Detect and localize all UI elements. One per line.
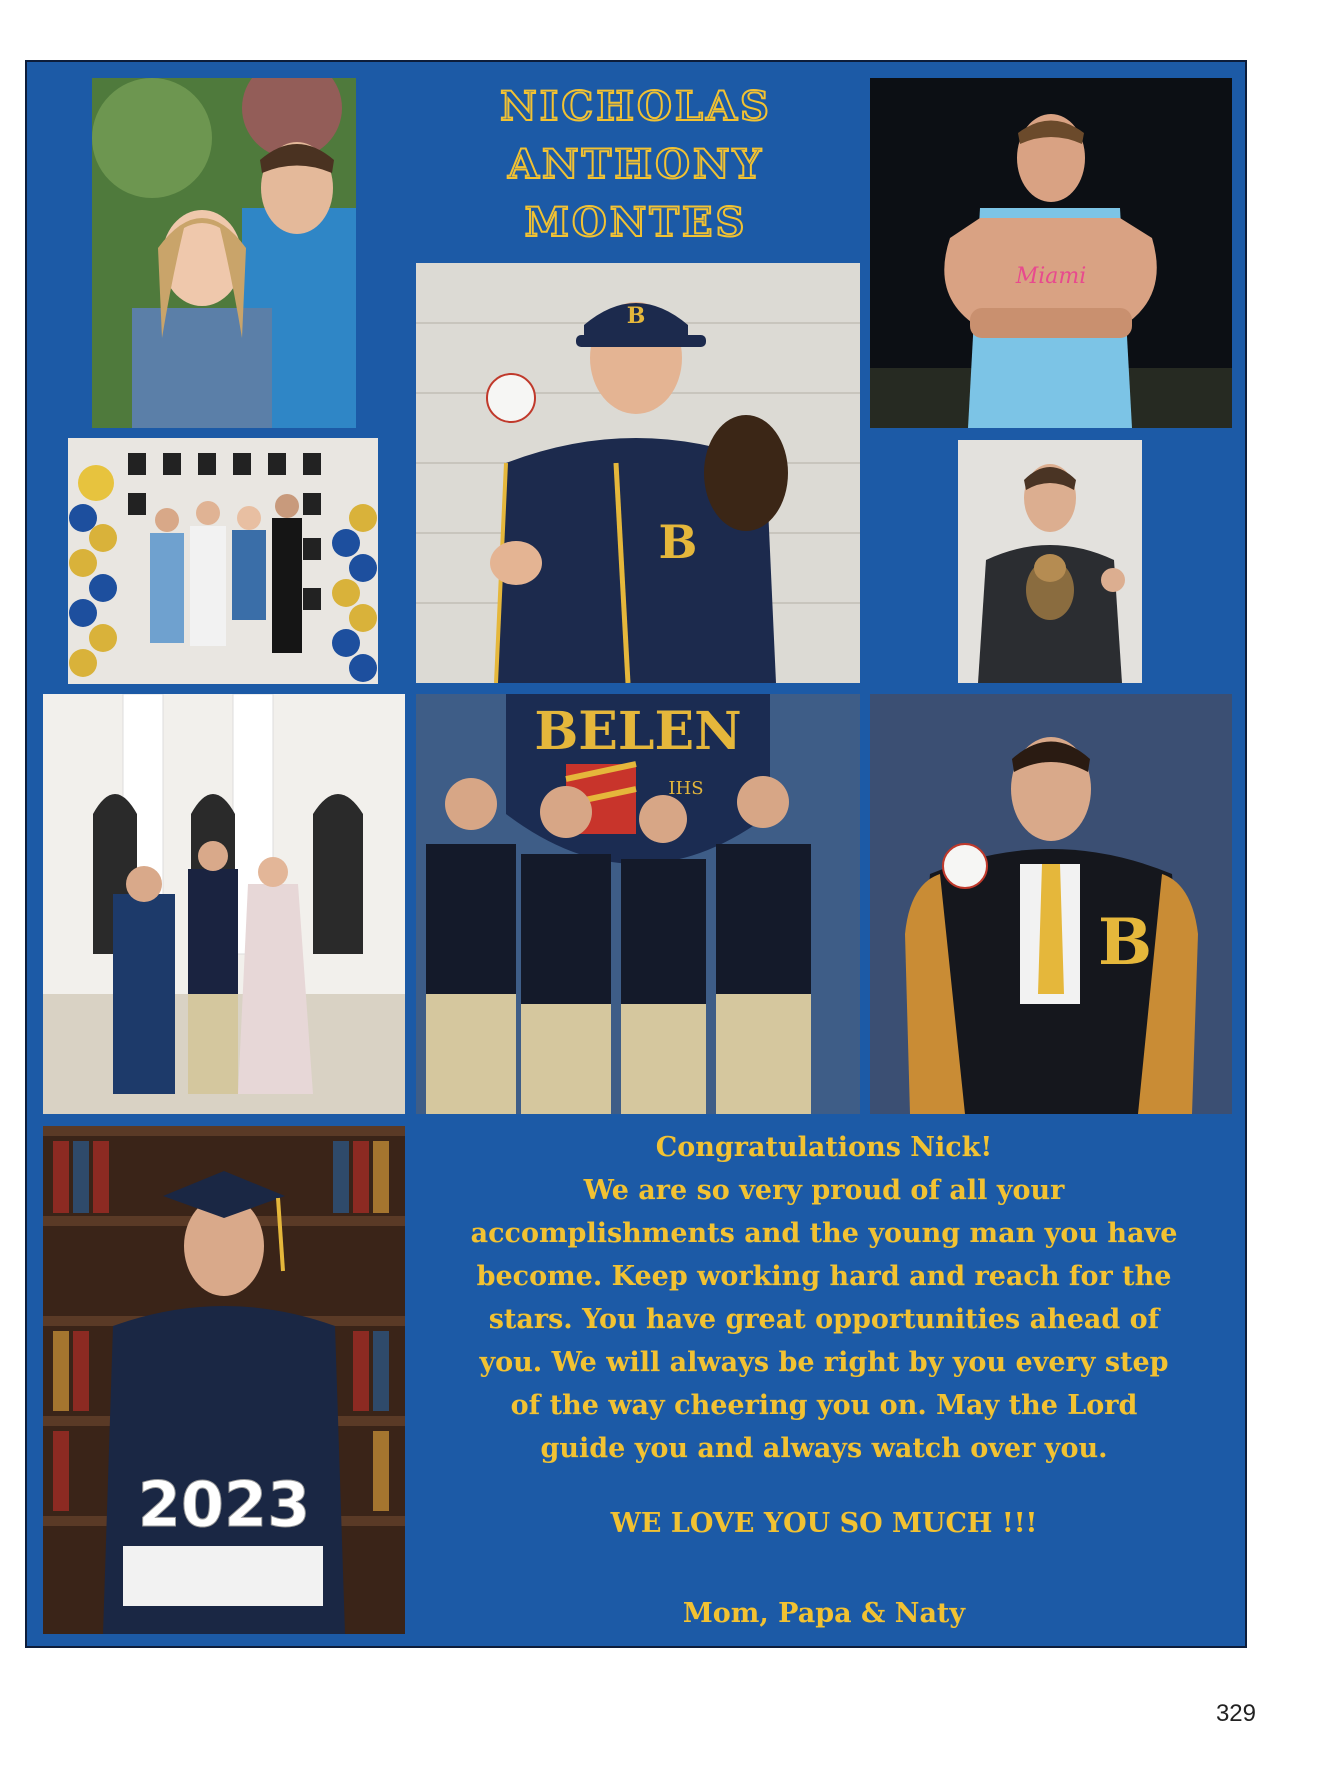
love-line: WE LOVE YOU SO MUCH !!! — [610, 1508, 1038, 1539]
message-line: stars. You have great opportunities ahead of — [488, 1304, 1160, 1335]
photo-siblings-childhood — [92, 78, 356, 428]
ihs-text: IHS — [668, 778, 704, 799]
student-name-title — [460, 78, 812, 252]
photo-family-party — [68, 438, 378, 684]
congratulations-message — [418, 1126, 1230, 1470]
message-line: accomplishments and the young man you have — [470, 1218, 1178, 1249]
jacket-letter-text: B — [1097, 905, 1153, 980]
page-number: 329 — [1215, 1700, 1256, 1727]
photo-family-church — [43, 694, 405, 1114]
photo-baseball-portrait — [416, 263, 860, 683]
svg-text:Miami: Miami — [1015, 264, 1087, 289]
photo-miami-jersey — [870, 78, 1232, 428]
message-line: Congratulations Nick! — [655, 1132, 993, 1163]
message-line: you. We will always be right by you every step — [479, 1347, 1169, 1378]
title-line-last: MONTES — [524, 199, 748, 246]
signature: Mom, Papa & Naty — [682, 1598, 966, 1629]
photo-letterman-jacket — [870, 694, 1232, 1114]
belen-banner-text: BELEN — [534, 701, 742, 762]
message-line: become. Keep working hard and reach for the — [476, 1261, 1172, 1292]
photo-with-puppy — [958, 440, 1142, 683]
cap-logo-text: B — [626, 303, 646, 329]
photo-belen-group — [416, 694, 860, 1114]
message-line: We are so very proud of all your — [583, 1175, 1065, 1206]
jersey-logo-text: B — [658, 515, 698, 569]
title-line-middle: ANTHONY — [507, 141, 765, 188]
photo-graduation — [43, 1126, 405, 1634]
title-line-first: NICHOLAS — [500, 83, 772, 130]
grad-year-text: 2023 — [137, 1468, 311, 1541]
message-line: of the way cheering you on. May the Lord — [510, 1390, 1138, 1421]
message-line: guide you and always watch over you. — [540, 1433, 1108, 1464]
